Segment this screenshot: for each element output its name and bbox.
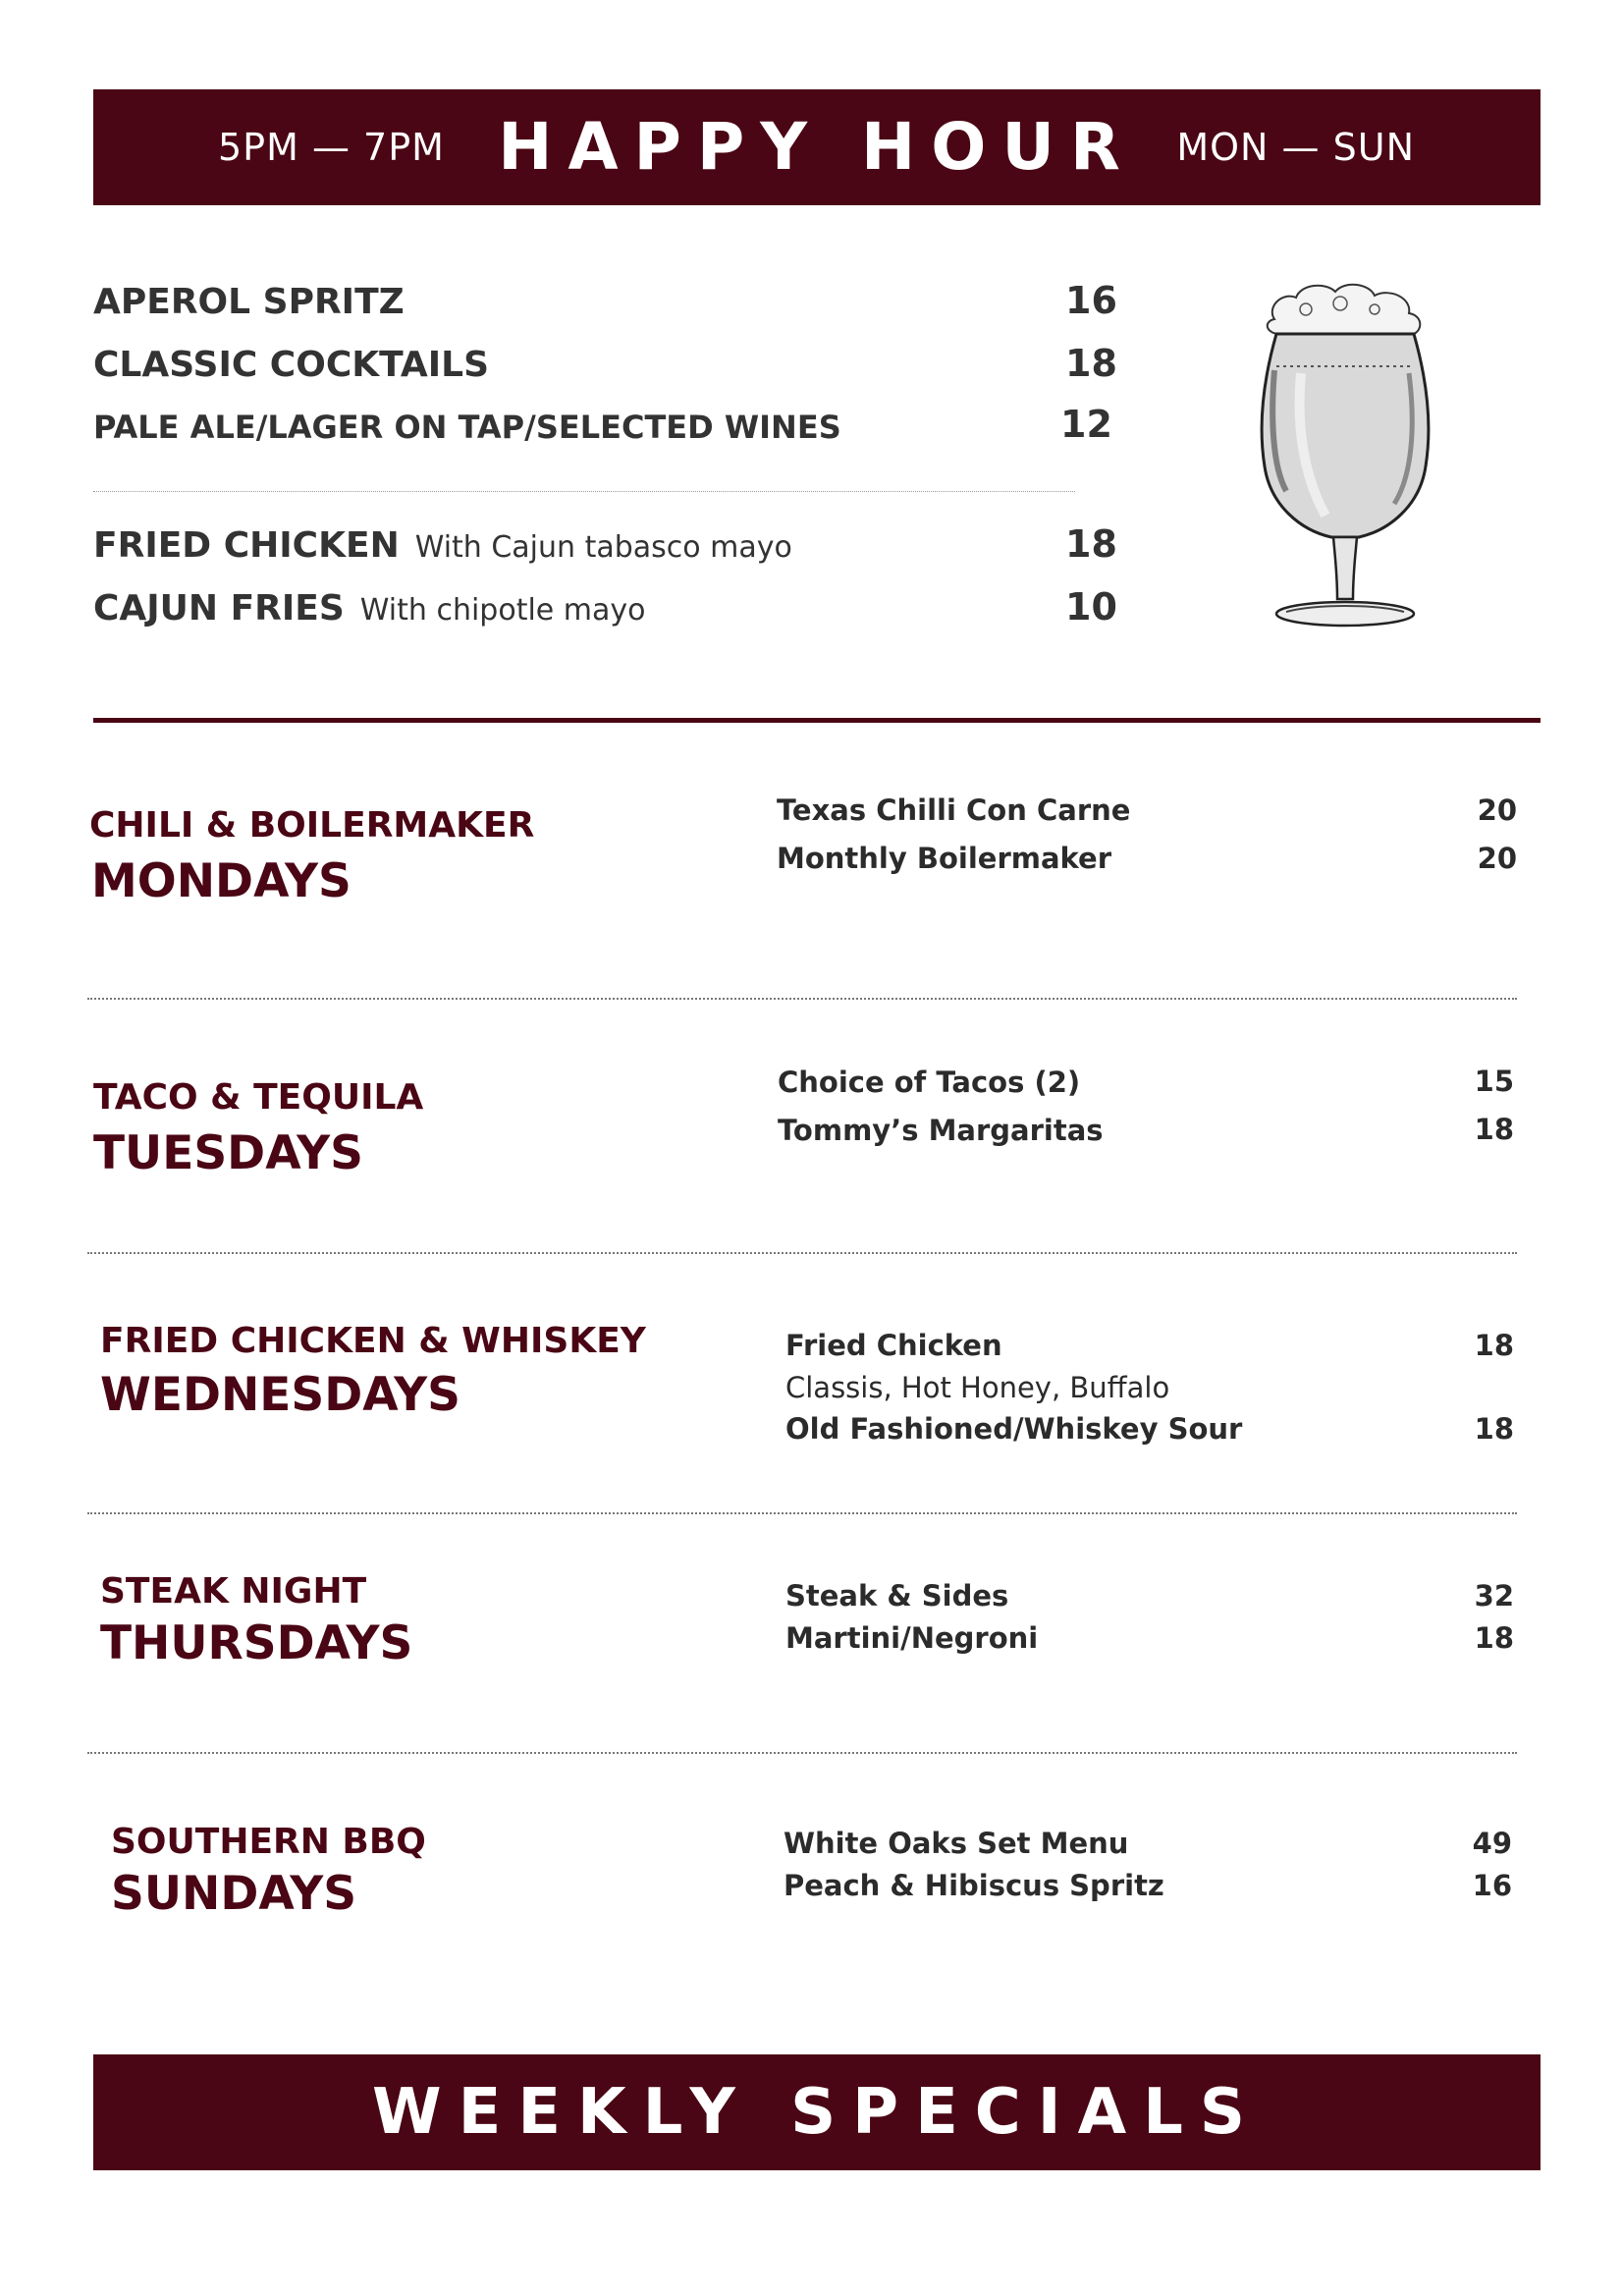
special-item-name: Tommy’s Margaritas [778,1114,1104,1147]
happy-hour-title: HAPPY HOUR [498,109,1136,185]
special-item-name: Texas Chilli Con Carne [777,793,1131,827]
special-item-detail: Classis, Hot Honey, Buffalo [785,1371,1170,1404]
special-item-price: 18 [1474,1113,1514,1146]
happy-hour-item [93,585,1117,634]
happy-hour-item [93,342,1117,391]
special-item-name: Steak & Sides [785,1579,1009,1613]
special-divider [87,998,1517,1000]
special-item-price: 18 [1474,1412,1514,1446]
special-item-name: Monthly Boilermaker [777,842,1112,875]
item-price: 18 [1065,522,1117,566]
special-subtitle: TACO & TEQUILA [93,1077,424,1118]
special-item-price: 49 [1472,1827,1512,1860]
happy-hour-item [93,403,1114,452]
special-day: MONDAYS [91,854,351,908]
special-item-name: Peach & Hibiscus Spritz [784,1869,1164,1902]
special-day: WEDNESDAYS [100,1368,461,1422]
item-price: 16 [1065,279,1117,322]
special-item-price: 15 [1474,1065,1514,1098]
happy-hour-banner [93,89,1541,205]
special-item-name: Choice of Tacos (2) [778,1066,1081,1099]
item-price: 10 [1065,585,1117,629]
special-divider [87,1512,1517,1514]
item-price: 18 [1065,342,1117,385]
happy-hour-item [93,279,1117,328]
happy-hour-days: MON — SUN [1176,126,1415,169]
special-item-price: 16 [1472,1869,1512,1902]
item-name: APEROL SPRITZ [93,282,405,322]
special-item-name: Martini/Negroni [785,1621,1039,1655]
special-subtitle: SOUTHERN BBQ [111,1822,426,1862]
special-subtitle: CHILI & BOILERMAKER [89,805,535,846]
section-divider [93,718,1541,723]
item-name: CLASSIC COCKTAILS [93,345,490,385]
special-item-price: 32 [1474,1579,1514,1613]
special-item-name: Fried Chicken [785,1329,1002,1362]
special-day: THURSDAYS [100,1616,413,1670]
special-item-name: Old Fashioned/Whiskey Sour [785,1412,1243,1446]
special-item-name: White Oaks Set Menu [784,1827,1129,1860]
special-item-price: 20 [1477,842,1517,875]
weekly-specials-banner [93,2054,1541,2170]
special-divider [87,1752,1517,1754]
special-subtitle: FRIED CHICKEN & WHISKEY [100,1321,646,1361]
item-description: With Cajun tabasco mayo [414,530,792,565]
item-name: FRIED CHICKEN [93,525,400,566]
item-name: PALE ALE/LAGER ON TAP/SELECTED WINES [93,409,841,446]
happy-hour-divider [93,491,1075,492]
item-price: 12 [1060,403,1112,446]
special-day: TUESDAYS [93,1126,363,1180]
item-name: CAJUN FRIES [93,588,345,629]
happy-hour-hours: 5PM — 7PM [218,126,445,169]
special-divider [87,1252,1517,1254]
special-item-price: 20 [1477,793,1517,827]
happy-hour-item [93,522,1117,572]
beer-glass-icon [1247,280,1443,638]
special-item-price: 18 [1474,1621,1514,1655]
special-day: SUNDAYS [111,1867,357,1921]
weekly-specials-title: WEEKLY SPECIALS [372,2076,1262,2149]
special-subtitle: STEAK NIGHT [100,1571,367,1612]
item-description: With chipotle mayo [359,593,646,628]
special-item-price: 18 [1474,1329,1514,1362]
